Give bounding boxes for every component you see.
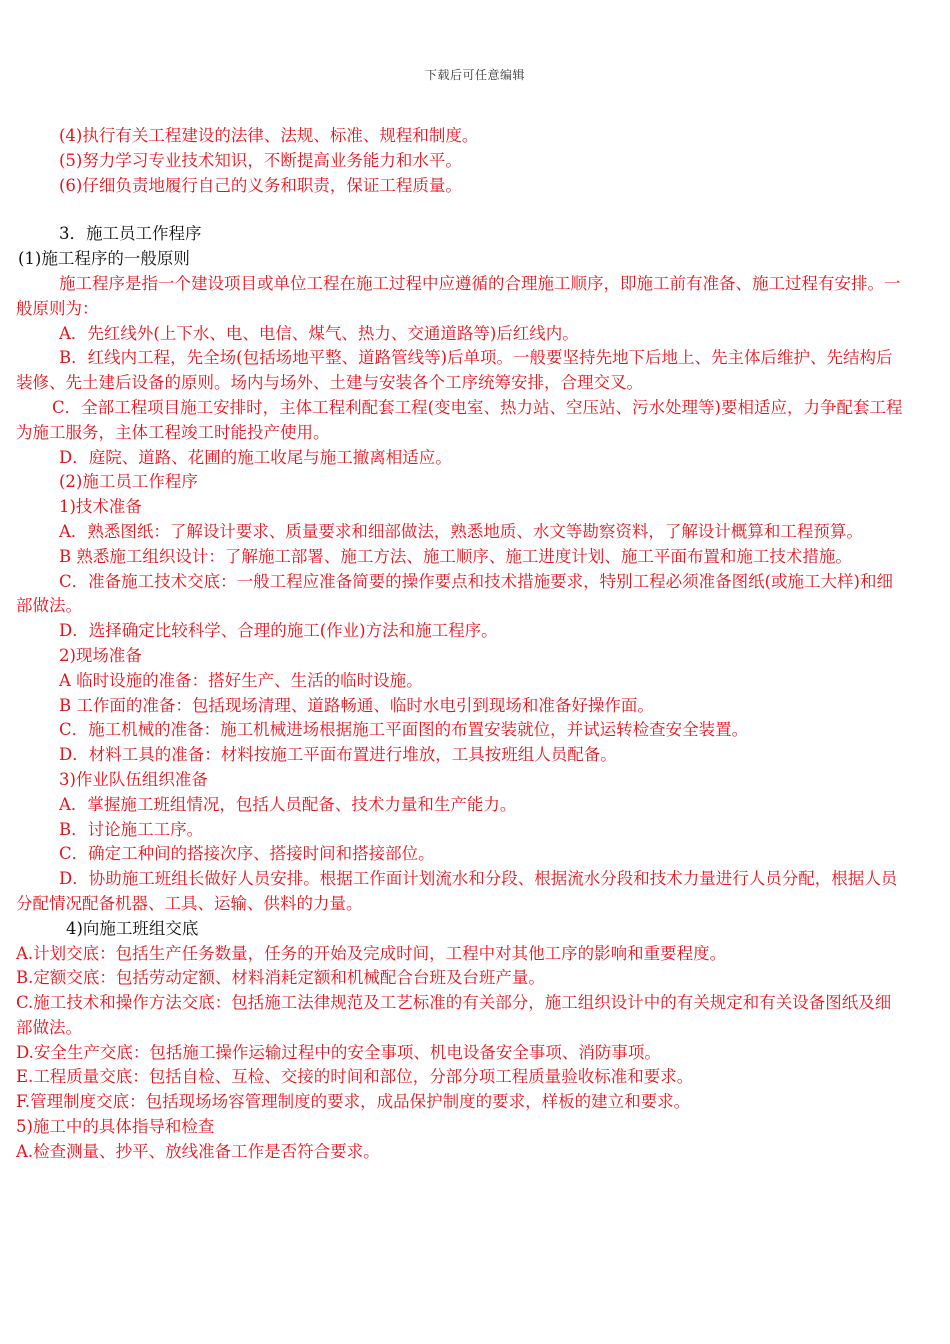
- handover-d: D.安全生产交底：包括施工操作运输过程中的安全事项、机电设备安全事项、消防事项。: [16, 1042, 661, 1062]
- team-prep-d: D．协助施工班组长做好人员安排。根据工作面计划流水和分段、根据流水分段和技术力量进行人员分配，根据人员分配情况配备机器、工具、运输、供料的力量。: [16, 869, 898, 913]
- tech-prep-title: 1)技术准备: [59, 497, 142, 517]
- site-prep-c: C．施工机械的准备：施工机械进场根据施工平面图的布置安装就位，并试运转检查安全装置。: [59, 720, 749, 740]
- paragraph-6: (6)仔细负责地履行自己的义务和职责，保证工程质量。: [59, 175, 462, 195]
- spacer: [16, 198, 906, 222]
- tech-prep-a: A．熟悉图纸：了解设计要求、质量要求和细部做法，熟悉地质、水文等勘察资料，了解设计概算和工程预算。: [59, 521, 863, 541]
- principle-c: C．全部工程项目施工安排时，主体工程利配套工程(变电室、热力站、空压站、污水处理等)要相适应，力争配套工程为施工服务，主体工程竣工时能投产使用。: [16, 397, 903, 442]
- document-body: [16, 124, 906, 1165]
- subsection-2-title: (2)施工员工作程序: [59, 472, 198, 492]
- section-3-title: 3．施工员工作程序: [59, 224, 202, 244]
- guidance-title: 5)施工中的具体指导和检查: [16, 1117, 215, 1137]
- team-prep-title: 3)作业队伍组织准备: [59, 769, 208, 789]
- site-prep-a: A 临时设施的准备：搭好生产、生活的临时设施。: [59, 670, 423, 690]
- handover-e: E.工程质量交底：包括自检、互检、交接的时间和部位，分部分项工程质量验收标准和要求。: [16, 1067, 694, 1087]
- page-header: 下载后可任意编辑: [424, 68, 525, 82]
- site-prep-d: D．材料工具的准备：材料按施工平面布置进行堆放，工具按班组人员配备。: [59, 745, 617, 765]
- guidance-a: A.检查测量、抄平、放线准备工作是否符合要求。: [16, 1141, 380, 1161]
- paragraph-4: (4)执行有关工程建设的法律、法规、标准、规程和制度。: [59, 126, 479, 145]
- paragraph-5: (5)努力学习专业技术知识，不断提高业务能力和水平。: [59, 150, 462, 170]
- subsection-1-title: (1)施工程序的一般原则: [18, 249, 190, 269]
- principle-d: D．庭院、道路、花圃的施工收尾与施工撤离相适应。: [59, 447, 452, 467]
- handover-b: B.定额交底：包括劳动定额、材料消耗定额和机械配合台班及台班产量。: [16, 968, 545, 988]
- team-prep-a: A．掌握施工班组情况，包括人员配备、技术力量和生产能力。: [59, 794, 517, 814]
- handover-f: F.管理制度交底：包括现场场容管理制度的要求，成品保护制度的要求，样板的建立和要求。: [16, 1092, 691, 1112]
- tech-prep-d: D．选择确定比较科学、合理的施工(作业)方法和施工程序。: [59, 621, 498, 641]
- team-prep-c: C．确定工种间的搭接次序、搭接时间和搭接部位。: [59, 844, 435, 864]
- handover-title: 4)向施工班组交底: [66, 918, 199, 938]
- principle-b: B．红线内工程，先全场(包括场地平整、道路管线等)后单项。一般要坚持先地下后地上、先主体后维护、先结构后装修、先土建后设备的原则。场内与场外、土建与安装各个工序统筹安排，合理交叉。: [16, 348, 893, 393]
- team-prep-b: B．讨论施工工序。: [59, 819, 204, 839]
- tech-prep-c: C．准备施工技术交底：一般工程应准备简要的操作要点和技术措施要求，特别工程必须准备图纸(或施工大样)和细部做法。: [16, 571, 893, 616]
- principle-a: A．先红线外(上下水、电、电信、煤气、热力、交通道路等)后红线内。: [59, 323, 579, 343]
- site-prep-b: B 工作面的准备：包括现场清理、道路畅通、临时水电引到现场和准备好操作面。: [59, 695, 654, 715]
- handover-a: A.计划交底：包括生产任务数量，任务的开始及完成时间，工程中对其他工序的影响和重要程度。: [16, 943, 727, 963]
- handover-c: C.施工技术和操作方法交底：包括施工法律规范及工艺标准的有关部分，施工组织设计中的有关规定和有关设备图纸及细部做法。: [16, 993, 892, 1037]
- tech-prep-b: B 熟悉施工组织设计：了解施工部署、施工方法、施工顺序、施工进度计划、施工平面布置和施工技术措施。: [59, 546, 852, 566]
- site-prep-title: 2)现场准备: [59, 645, 142, 665]
- principle-intro: 施工程序是指一个建设项目或单位工程在施工过程中应遵循的合理施工顺序，即施工前有准备、施工过程有安排。一般原则为：: [16, 273, 901, 318]
